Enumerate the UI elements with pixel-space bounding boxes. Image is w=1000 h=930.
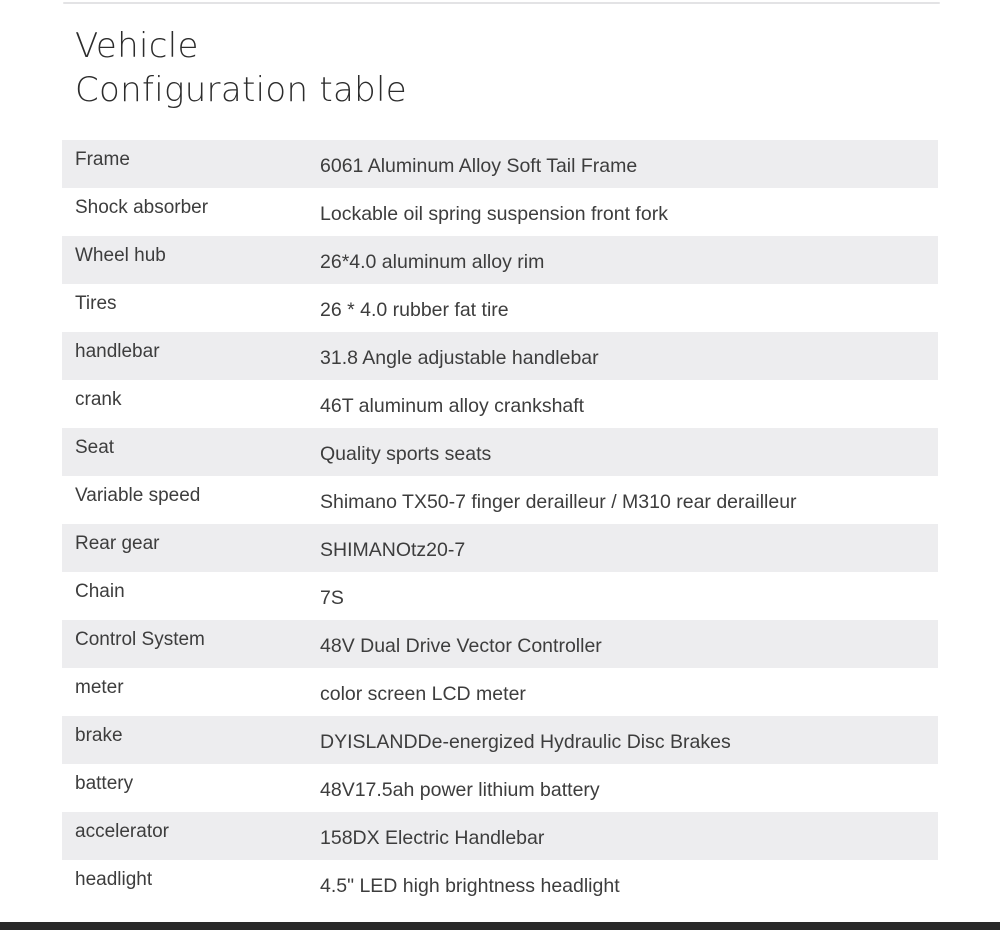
spec-label: Wheel hub xyxy=(75,245,166,266)
table-row xyxy=(62,236,938,284)
spec-value: 7S xyxy=(320,587,344,609)
table-row xyxy=(62,140,938,188)
spec-value: SHIMANOtz20-7 xyxy=(320,539,466,561)
spec-value: 31.8 Angle adjustable handlebar xyxy=(320,347,599,369)
spec-label: Chain xyxy=(75,581,125,602)
spec-value: DYISLANDDe-energized Hydraulic Disc Brakes xyxy=(320,731,731,753)
table-row xyxy=(62,476,938,524)
table-row xyxy=(62,332,938,380)
spec-value: Shimano TX50-7 finger derailleur / M310 rear derailleur xyxy=(320,491,797,513)
spec-label: Frame xyxy=(75,149,130,170)
spec-label: Shock absorber xyxy=(75,197,209,218)
spec-value: 48V Dual Drive Vector Controller xyxy=(320,635,602,657)
spec-value: color screen LCD meter xyxy=(320,683,526,705)
spec-label: crank xyxy=(75,389,122,410)
table-row xyxy=(62,620,938,668)
table-row xyxy=(62,188,938,236)
table-row xyxy=(62,572,938,620)
page-title-line2: Configuration table xyxy=(75,70,408,110)
page-title xyxy=(75,24,407,112)
spec-label: accelerator xyxy=(75,821,169,842)
spec-value: Lockable oil spring suspension front fork xyxy=(320,203,668,225)
spec-label: meter xyxy=(75,677,124,698)
spec-label: Variable speed xyxy=(75,485,201,506)
spec-value: Quality sports seats xyxy=(320,443,492,465)
table-row xyxy=(62,716,938,764)
spec-value: 26*4.0 aluminum alloy rim xyxy=(320,251,545,273)
spec-label: handlebar xyxy=(75,341,160,362)
page-title-line1: Vehicle xyxy=(75,26,199,66)
spec-table xyxy=(62,140,938,908)
spec-label: Tires xyxy=(75,293,117,314)
table-row xyxy=(62,812,938,860)
spec-label: brake xyxy=(75,725,123,746)
spec-label: battery xyxy=(75,773,134,794)
spec-label: Seat xyxy=(75,437,115,458)
table-row xyxy=(62,860,938,908)
bottom-divider xyxy=(0,922,1000,930)
table-row xyxy=(62,428,938,476)
spec-value: 46T aluminum alloy crankshaft xyxy=(320,395,585,417)
top-divider xyxy=(63,2,940,4)
spec-label: Control System xyxy=(75,629,205,650)
table-row xyxy=(62,764,938,812)
spec-label: headlight xyxy=(75,869,153,890)
spec-value: 48V17.5ah power lithium battery xyxy=(320,779,600,801)
spec-value: 158DX Electric Handlebar xyxy=(320,827,545,849)
table-row xyxy=(62,284,938,332)
table-row xyxy=(62,524,938,572)
table-row xyxy=(62,668,938,716)
spec-value: 26 * 4.0 rubber fat tire xyxy=(320,299,509,321)
spec-value: 6061 Aluminum Alloy Soft Tail Frame xyxy=(320,155,638,177)
table-row xyxy=(62,380,938,428)
spec-label: Rear gear xyxy=(75,533,160,554)
spec-value: 4.5" LED high brightness headlight xyxy=(320,875,620,897)
